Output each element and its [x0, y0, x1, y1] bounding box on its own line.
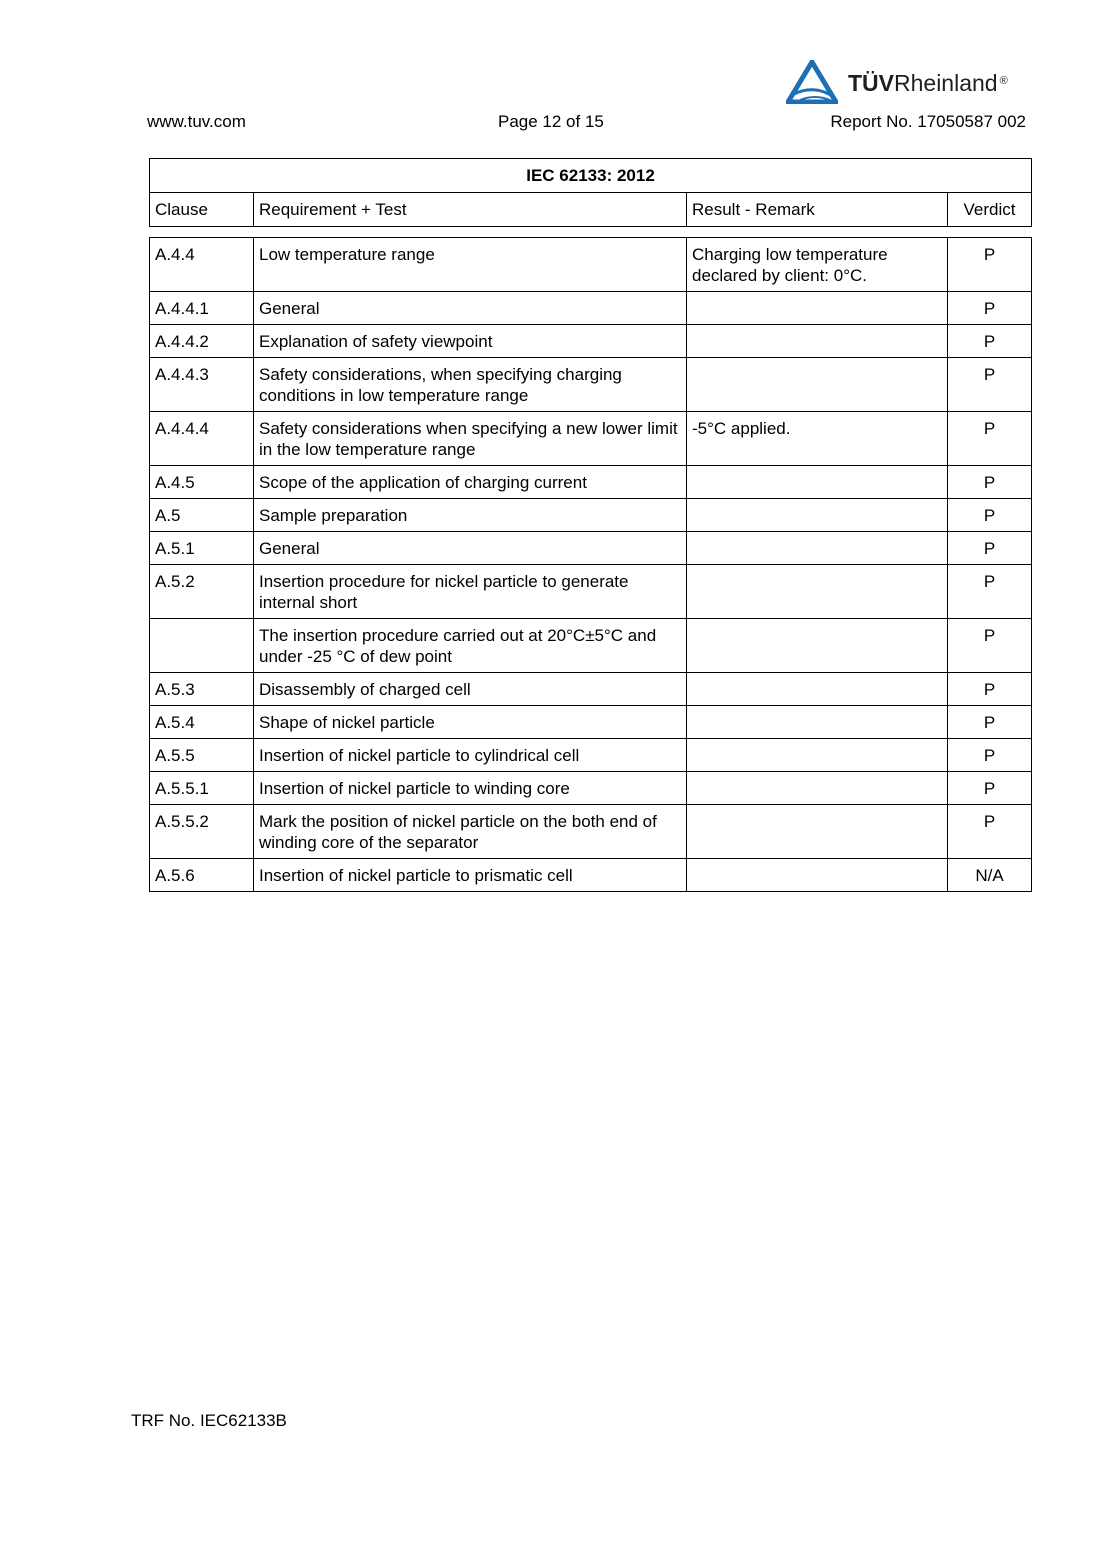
verdict-cell: P: [948, 805, 1032, 859]
requirement-cell: Insertion of nickel particle to cylindrical cell: [254, 739, 687, 772]
remark-cell: [687, 673, 948, 706]
requirement-cell: The insertion procedure carried out at 20°C±5°C and under -25 °C of dew point: [254, 619, 687, 673]
clause-cell: A.4.4.1: [150, 292, 254, 325]
brand-name: [848, 70, 1008, 96]
brand-bold: TÜV: [848, 70, 894, 96]
requirement-cell: Insertion of nickel particle to winding core: [254, 772, 687, 805]
verdict-cell: P: [948, 358, 1032, 412]
verdict-cell: P: [948, 619, 1032, 673]
verdict-cell: P: [948, 673, 1032, 706]
remark-cell: Charging low temperature declared by client: 0°C.: [687, 238, 948, 292]
clause-cell: A.5.5: [150, 739, 254, 772]
requirement-cell: General: [254, 292, 687, 325]
clause-cell: A.4.4.2: [150, 325, 254, 358]
clause-cell: A.4.4.3: [150, 358, 254, 412]
standard-title: IEC 62133: 2012: [150, 159, 1032, 193]
remark-cell: [687, 358, 948, 412]
tuv-rheinland-logo: [786, 58, 1046, 106]
remark-cell: [687, 499, 948, 532]
clause-table: [149, 237, 1032, 892]
table-row: [150, 358, 1032, 412]
table-row: [150, 859, 1032, 892]
remark-cell: [687, 565, 948, 619]
requirement-cell: Sample preparation: [254, 499, 687, 532]
requirement-cell: Safety considerations, when specifying charging conditions in low temperature range: [254, 358, 687, 412]
verdict-cell: P: [948, 499, 1032, 532]
clause-cell: A.5.1: [150, 532, 254, 565]
clause-cell: A.5.4: [150, 706, 254, 739]
verdict-cell: P: [948, 772, 1032, 805]
column-header-remark: Result - Remark: [687, 193, 948, 227]
remark-cell: [687, 619, 948, 673]
clause-cell: A.5.5.2: [150, 805, 254, 859]
clause-cell: A.4.4: [150, 238, 254, 292]
remark-cell: [687, 325, 948, 358]
tuv-triangle-icon: [786, 60, 838, 104]
verdict-cell: P: [948, 238, 1032, 292]
clause-cell: A.5.6: [150, 859, 254, 892]
column-header-row: [150, 193, 1032, 227]
verdict-cell: P: [948, 466, 1032, 499]
remark-cell: [687, 772, 948, 805]
website-link[interactable]: www.tuv.com: [147, 112, 246, 131]
requirement-cell: Mark the position of nickel particle on the both end of winding core of the separator: [254, 805, 687, 859]
requirement-cell: Insertion of nickel particle to prismatic cell: [254, 859, 687, 892]
table-row: [150, 412, 1032, 466]
column-header-clause: Clause: [150, 193, 254, 227]
page-number: Page 12 of 15: [498, 112, 604, 131]
clause-cell: A.5.5.1: [150, 772, 254, 805]
verdict-cell: P: [948, 706, 1032, 739]
table-row: [150, 673, 1032, 706]
table-row: [150, 532, 1032, 565]
remark-cell: [687, 292, 948, 325]
requirement-cell: Insertion procedure for nickel particle to generate internal short: [254, 565, 687, 619]
verdict-cell: P: [948, 412, 1032, 466]
requirement-cell: Disassembly of charged cell: [254, 673, 687, 706]
clause-cell: A.5: [150, 499, 254, 532]
verdict-cell: N/A: [948, 859, 1032, 892]
table-row: [150, 706, 1032, 739]
verdict-cell: P: [948, 739, 1032, 772]
table-row: [150, 466, 1032, 499]
table-row: [150, 238, 1032, 292]
table-row: [150, 499, 1032, 532]
table-row: [150, 619, 1032, 673]
standard-header-table: [149, 158, 1032, 227]
clause-cell: [150, 619, 254, 673]
requirement-cell: Shape of nickel particle: [254, 706, 687, 739]
verdict-cell: P: [948, 292, 1032, 325]
requirement-cell: General: [254, 532, 687, 565]
remark-cell: -5°C applied.: [687, 412, 948, 466]
remark-cell: [687, 466, 948, 499]
remark-cell: [687, 532, 948, 565]
remark-cell: [687, 859, 948, 892]
clause-cell: A.5.2: [150, 565, 254, 619]
clause-cell: A.5.3: [150, 673, 254, 706]
table-row: [150, 292, 1032, 325]
trf-number: TRF No. IEC62133B: [131, 1411, 287, 1430]
registered-mark: ®: [999, 75, 1008, 87]
table-row: [150, 805, 1032, 859]
table-row: [150, 739, 1032, 772]
report-number: Report No. 17050587 002: [830, 112, 1026, 131]
brand-regular: Rheinland: [894, 70, 998, 96]
verdict-cell: P: [948, 325, 1032, 358]
remark-cell: [687, 805, 948, 859]
remark-cell: [687, 739, 948, 772]
clause-cell: A.4.5: [150, 466, 254, 499]
requirement-cell: Scope of the application of charging current: [254, 466, 687, 499]
remark-cell: [687, 706, 948, 739]
table-row: [150, 565, 1032, 619]
column-header-verdict: Verdict: [948, 193, 1032, 227]
verdict-cell: P: [948, 565, 1032, 619]
table-row: [150, 772, 1032, 805]
clause-cell: A.4.4.4: [150, 412, 254, 466]
requirement-cell: Explanation of safety viewpoint: [254, 325, 687, 358]
verdict-cell: P: [948, 532, 1032, 565]
requirement-cell: Low temperature range: [254, 238, 687, 292]
column-header-requirement: Requirement + Test: [254, 193, 687, 227]
requirement-cell: Safety considerations when specifying a new lower limit in the low temperature range: [254, 412, 687, 466]
table-row: [150, 325, 1032, 358]
